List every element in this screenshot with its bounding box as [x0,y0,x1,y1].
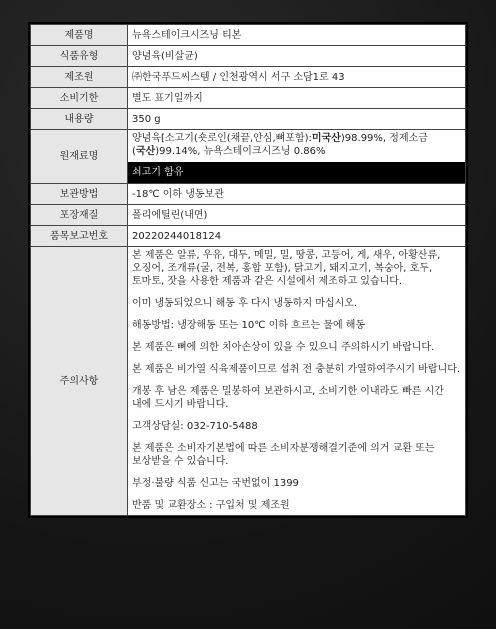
row-expiry [31,88,466,109]
row-report-number [31,226,466,247]
report-number-value: 20220244018124 [128,226,466,247]
caution-note: 개봉 후 남은 제품은 밀봉하여 보관하시고, 소비기한 이내라도 빠른 시간 내에 드시기 바랍니다. [132,386,444,410]
ingredients-label: 원재료명 [31,130,128,184]
origin-usa: 미국산 [311,133,341,144]
caution-notes [128,247,466,516]
storage-value: -18℃ 이하 냉동보관 [128,184,466,205]
allergen-warning: 쇠고기 함유 [128,162,465,183]
ingredients-text-c: )98.99%, 정제소금( [132,133,428,157]
expiry-value: 별도 표기일까지 [128,88,466,109]
caution-note: 본 제품은 알류, 우유, 대두, 메밀, 밀, 땅콩, 고등어, 게, 새우, 아황산류, 오징어, 조개류(굴, 전복, 홍합 포함), 닭고기, 돼지고기, 복숭아, 호두, 토마토, 잣을 사용한 제품과 같은 시설에서 제조하고 있습니다. [132,250,441,287]
row-product-name [31,25,466,46]
food-type-label: 식품유형 [31,46,128,67]
packaging-label: 포장재질 [31,205,128,226]
caution-note: 해동방법: 냉장해동 또는 10℃ 이하 흐르는 물에 해동 [132,320,366,331]
ingredients-text-a: 양념육[소고기(숏로인(채끝,안심,뼈포함): [132,133,312,144]
manufacturer-value: ㈜한국푸드씨스템 / 인천광역시 서구 소담1로 43 [128,67,466,88]
ingredients-value [128,130,466,184]
row-content [31,109,466,130]
packaging-value: 폴리에틸린(내면) [128,205,466,226]
manufacturer-label: 제조원 [31,67,128,88]
food-type-value: 양념육(비살균) [128,46,466,67]
ingredients-text [132,132,461,158]
product-name-value: 뉴욕스테이크시즈닝 티본 [128,25,466,46]
row-packaging [31,205,466,226]
content-label: 내용량 [31,109,128,130]
caution-note: 본 제품은 소비자기본법에 따른 소비자분쟁해결기준에 의거 교환 또는 보상받을 수 있습니다. [132,443,435,467]
row-manufacturer [31,67,466,88]
caution-note: 본 제품은 비가열 식육제품이므로 섭취 전 충분히 가열하여주시기 바랍니다. [132,364,461,375]
row-caution [31,247,466,516]
row-ingredients [31,130,466,184]
expiry-label: 소비기한 [31,88,128,109]
row-food-type [31,46,466,67]
caution-note: 반품 및 교환장소 : 구입처 및 제조원 [132,500,290,511]
row-storage [31,184,466,205]
caution-note: 본 제품은 뼈에 의한 치아손상이 있을 수 있으니 주의하시기 바랍니다. [132,342,435,353]
product-info-table [30,24,466,516]
report-number-label: 품목보고번호 [31,226,128,247]
caution-note: 이미 냉동되었으니 해동 후 다시 냉동하지 마십시오. [132,298,358,309]
storage-label: 보관방법 [31,184,128,205]
product-info-label [28,22,468,518]
caution-label: 주의사항 [31,247,128,516]
caution-note: 부정·불량 식품 신고는 국번없이 1399 [132,478,299,489]
content-value: 350 g [128,109,466,130]
caution-note: 고객상담실: 032-710-5488 [132,421,258,432]
ingredients-text-e: )99.14%, 뉴욕스테이크시즈닝 0.86% [155,146,326,157]
product-name-label: 제품명 [31,25,128,46]
origin-korea: 국산 [135,146,156,157]
